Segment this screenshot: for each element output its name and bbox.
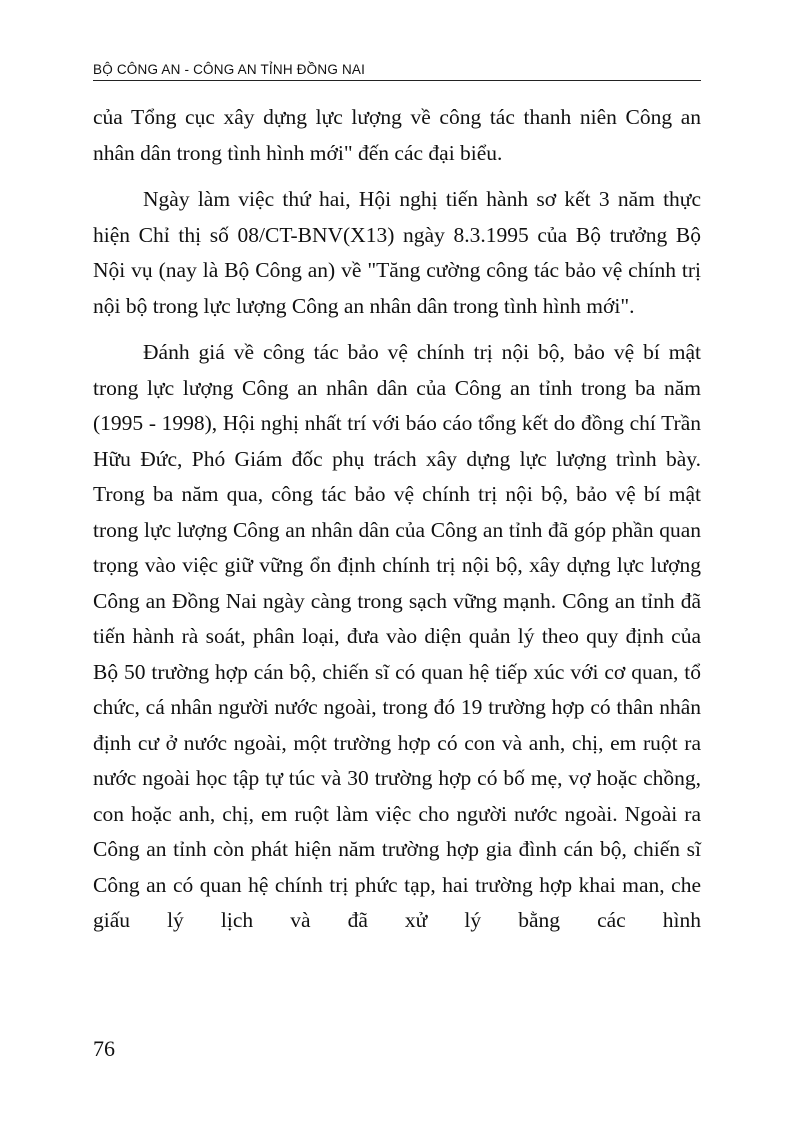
paragraph: Đánh giá về công tác bảo vệ chính trị nội bộ, bảo vệ bí mật trong lực lượng Công an nhân dân của Công an tỉnh trong ba năm (1995 - 1998), Hội nghị nhất trí với báo cáo tổng kết do đồng chí Trần Hữu Đức, Phó Giám đốc phụ trách xây dựng lực lượng trình bày. Trong ba năm qua, công tác bảo vệ chính trị nội bộ, bảo vệ bí mật trong lực lượng Công an nhân dân của Công an tỉnh đã góp phần quan trọng vào việc giữ vững ổn định chính trị nội bộ, xây dựng lực lượng Công an Đồng Nai ngày càng trong sạch vững mạnh. Công an tỉnh đã tiến hành rà soát, phân loại, đưa vào diện quản lý theo quy định của Bộ 50 trường hợp cán bộ, chiến sĩ có quan hệ tiếp xúc với cơ quan, tổ chức, cá nhân người nước ngoài, trong đó 19 trường hợp có thân nhân định cư ở nước ngoài, một trường hợp có con và anh, chị, em ruột ra nước ngoài học tập tự túc và 30 trường hợp có bố mẹ, vợ hoặc chồng, con hoặc anh, chị, em ruột làm việc cho người nước ngoài. Ngoài ra Công an tỉnh còn phát hiện năm trường hợp gia đình cán bộ, chiến sĩ Công an có quan hệ chính trị phức tạp, hai trường hợp khai man, che giấu lý lịch và đã xử lý bằng các hình	[93, 340, 701, 932]
paragraph: Ngày làm việc thứ hai, Hội nghị tiến hành sơ kết 3 năm thực hiện Chỉ thị số 08/CT-BNV(X13) ngày 8.3.1995 của Bộ trưởng Bộ Nội vụ (nay là Bộ Công an) về "Tăng cường công tác bảo vệ chính trị nội bộ trong lực lượng Công an nhân dân trong tình hình mới".	[93, 187, 701, 318]
paragraph: của Tổng cục xây dựng lực lượng về công tác thanh niên Công an nhân dân trong tình hình mới" đến các đại biểu.	[93, 105, 701, 165]
header-divider	[93, 80, 701, 81]
page-number: 76	[93, 1036, 115, 1061]
body-text	[93, 100, 701, 939]
running-header: BỘ CÔNG AN - CÔNG AN TỈNH ĐỒNG NAI	[93, 62, 366, 77]
